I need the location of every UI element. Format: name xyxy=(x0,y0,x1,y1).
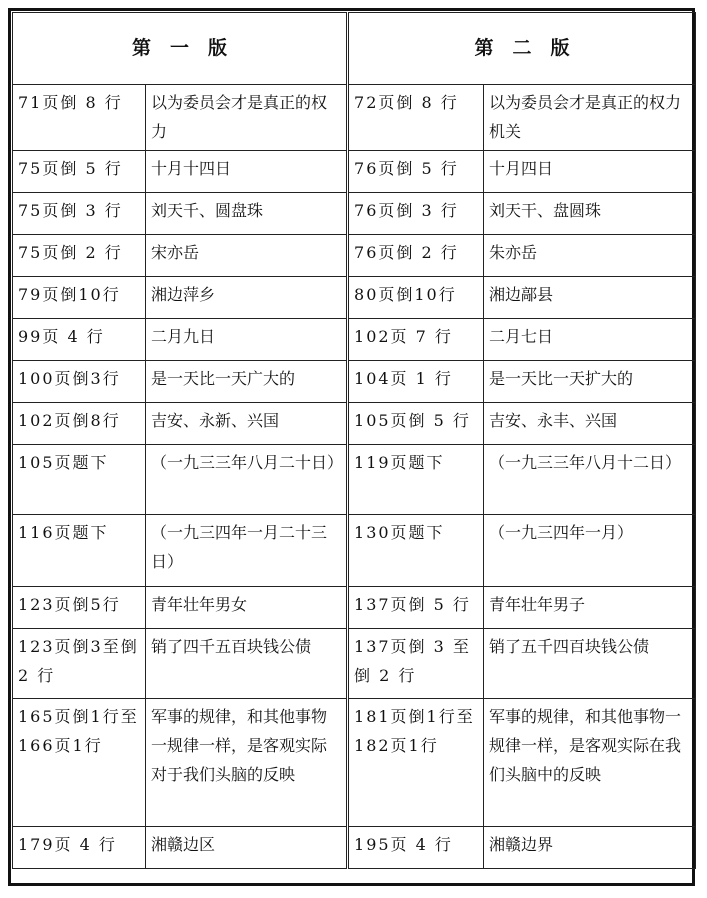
second-edition-location: 76页倒 5 行 xyxy=(348,151,484,193)
second-edition-text: 刘天干、盘圆珠 xyxy=(484,193,696,235)
first-edition-location: 75页倒 2 行 xyxy=(13,235,146,277)
table-row xyxy=(13,361,696,403)
table-row xyxy=(13,151,696,193)
second-edition-text: 是一天比一天扩大的 xyxy=(484,361,696,403)
first-edition-text: （一九三四年一月二十三日） xyxy=(146,515,348,587)
second-edition-location: 72页倒 8 行 xyxy=(348,85,484,151)
second-edition-location: 105页倒 5 行 xyxy=(348,403,484,445)
first-edition-location: 75页倒 5 行 xyxy=(13,151,146,193)
table-row xyxy=(13,85,696,151)
second-edition-location: 181页倒1行至182页1行 xyxy=(348,699,484,827)
second-edition-text: 十月四日 xyxy=(484,151,696,193)
first-edition-location: 79页倒10行 xyxy=(13,277,146,319)
first-edition-location: 123页倒3至倒 2 行 xyxy=(13,629,146,699)
second-edition-location: 76页倒 3 行 xyxy=(348,193,484,235)
table-row xyxy=(13,277,696,319)
second-edition-location: 137页倒 3 至倒 2 行 xyxy=(348,629,484,699)
second-edition-location: 104页 1 行 xyxy=(348,361,484,403)
second-edition-text: 军事的规律，和其他事物一规律一样，是客观实际在我们头脑中的反映 xyxy=(484,699,696,827)
first-edition-text: 青年壮年男女 xyxy=(146,587,348,629)
second-edition-text: 湘边鄗县 xyxy=(484,277,696,319)
second-edition-text: 销了五千四百块钱公债 xyxy=(484,629,696,699)
second-edition-text: 二月七日 xyxy=(484,319,696,361)
table-row xyxy=(13,827,696,869)
table-row xyxy=(13,629,696,699)
second-edition-text: 湘赣边界 xyxy=(484,827,696,869)
second-edition-location: 137页倒 5 行 xyxy=(348,587,484,629)
second-edition-text: 朱亦岳 xyxy=(484,235,696,277)
first-edition-text: （一九三三年八月二十日） xyxy=(146,445,348,515)
table-row xyxy=(13,445,696,515)
first-edition-location: 71页倒 8 行 xyxy=(13,85,146,151)
table-row xyxy=(13,515,696,587)
first-edition-location: 99页 4 行 xyxy=(13,319,146,361)
second-edition-location: 80页倒10行 xyxy=(348,277,484,319)
table-row xyxy=(13,403,696,445)
first-edition-text: 湘赣边区 xyxy=(146,827,348,869)
first-edition-location: 165页倒1行至166页1行 xyxy=(13,699,146,827)
second-edition-location: 102页 7 行 xyxy=(348,319,484,361)
header-first-edition: 第 一 版 xyxy=(13,13,348,85)
second-edition-text: 吉安、永丰、兴国 xyxy=(484,403,696,445)
first-edition-text: 十月十四日 xyxy=(146,151,348,193)
table-row xyxy=(13,235,696,277)
second-edition-location: 195页 4 行 xyxy=(348,827,484,869)
first-edition-text: 二月九日 xyxy=(146,319,348,361)
first-edition-text: 湘边萍乡 xyxy=(146,277,348,319)
header-second-edition: 第 二 版 xyxy=(348,13,696,85)
second-edition-text: （一九三四年一月） xyxy=(484,515,696,587)
first-edition-text: 是一天比一天广大的 xyxy=(146,361,348,403)
first-edition-text: 吉安、永新、兴国 xyxy=(146,403,348,445)
first-edition-location: 116页题下 xyxy=(13,515,146,587)
first-edition-location: 105页题下 xyxy=(13,445,146,515)
table-row xyxy=(13,699,696,827)
table-row xyxy=(13,587,696,629)
second-edition-location: 119页题下 xyxy=(348,445,484,515)
first-edition-location: 102页倒8行 xyxy=(13,403,146,445)
table-row xyxy=(13,319,696,361)
first-edition-text: 军事的规律，和其他事物一规律一样，是客观实际对于我们头脑的反映 xyxy=(146,699,348,827)
second-edition-location: 76页倒 2 行 xyxy=(348,235,484,277)
header-row xyxy=(13,13,696,85)
first-edition-location: 123页倒5行 xyxy=(13,587,146,629)
second-edition-text: （一九三三年八月十二日） xyxy=(484,445,696,515)
first-edition-text: 宋亦岳 xyxy=(146,235,348,277)
first-edition-text: 销了四千五百块钱公债 xyxy=(146,629,348,699)
errata-table xyxy=(12,12,696,869)
first-edition-text: 刘天千、圆盘珠 xyxy=(146,193,348,235)
first-edition-location: 75页倒 3 行 xyxy=(13,193,146,235)
second-edition-text: 青年壮年男子 xyxy=(484,587,696,629)
second-edition-text: 以为委员会才是真正的权力机关 xyxy=(484,85,696,151)
second-edition-location: 130页题下 xyxy=(348,515,484,587)
first-edition-location: 179页 4 行 xyxy=(13,827,146,869)
table-row xyxy=(13,193,696,235)
first-edition-text: 以为委员会才是真正的权力 xyxy=(146,85,348,151)
first-edition-location: 100页倒3行 xyxy=(13,361,146,403)
